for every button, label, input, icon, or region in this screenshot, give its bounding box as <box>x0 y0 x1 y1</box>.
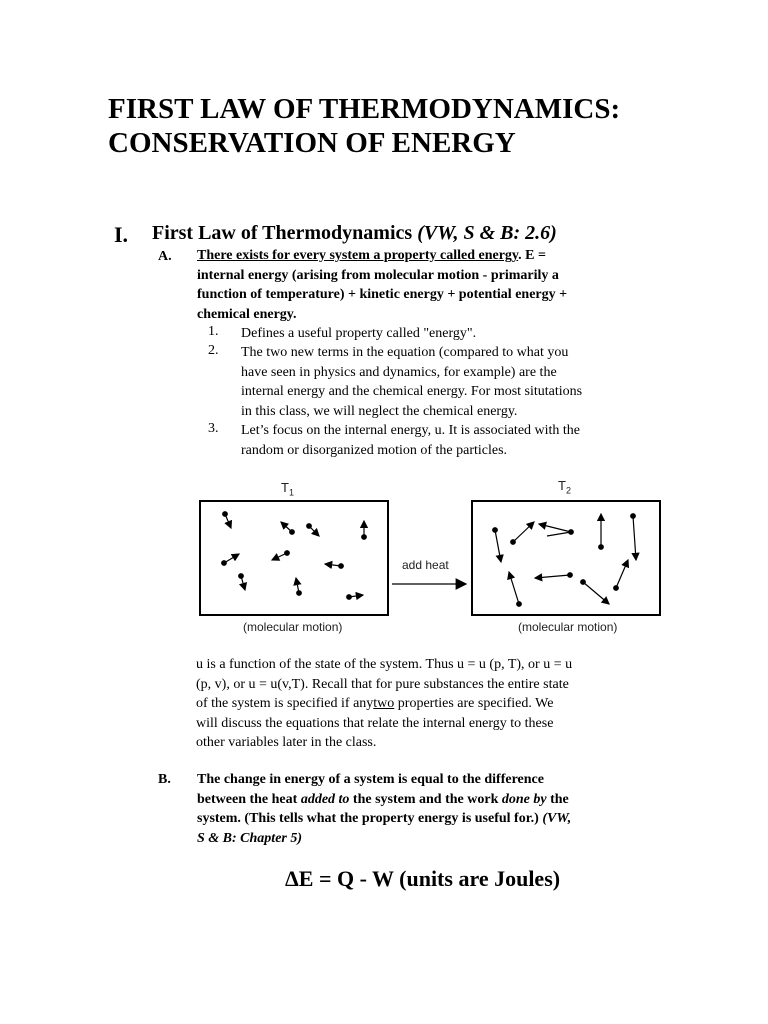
item-b-text: system. (This tells what the property energy is useful for.) <box>197 811 543 826</box>
subitem-2-line: in this class, we will neglect the chemical energy. <box>241 403 518 419</box>
t2-label <box>558 478 571 496</box>
paragraph-text: properties are specified. We <box>394 696 554 711</box>
equation-text: E = Q - W (units are Joules) <box>298 866 561 891</box>
item-b-italic: added to <box>300 791 350 807</box>
subitem-2-number: 2. <box>208 343 219 358</box>
add-heat-label: add heat <box>402 558 449 572</box>
molecules-t2-diagram <box>473 502 659 614</box>
t1-letter: T <box>281 480 289 495</box>
subitem-3-text <box>241 421 580 460</box>
subitem-1-number: 1. <box>208 324 219 339</box>
subitem-3-number: 3. <box>208 421 219 436</box>
molecules-box-t2 <box>471 500 661 616</box>
delta-symbol: Δ <box>285 866 299 891</box>
item-b-line-2 <box>197 790 667 810</box>
item-a-line2: internal energy (arising from molecular motion - primarily a <box>197 267 559 283</box>
paragraph-line: u is a function of the state of the system. Thus u = u (p, T), or u = u <box>196 657 573 672</box>
section-number: I. <box>114 222 129 247</box>
caption-left: (molecular motion) <box>243 620 343 634</box>
item-a-line4: chemical energy. <box>197 306 297 322</box>
item-b-statement <box>197 770 667 848</box>
item-a-statement <box>197 246 667 324</box>
page-title-line-2: CONSERVATION OF ENERGY <box>108 127 516 159</box>
item-b-text: the system and the work <box>349 791 502 807</box>
subitem-1-text <box>241 324 476 344</box>
item-b-line: The change in energy of a system is equal to the difference <box>197 772 544 787</box>
section-heading-text: First Law of Thermodynamics <box>152 222 413 244</box>
item-b-italic: done by <box>501 791 547 807</box>
state-paragraph <box>196 655 666 753</box>
paragraph-line: will discuss the equations that relate the internal energy to these <box>196 715 554 731</box>
subitem-2-line: The two new terms in the equation (compared to what you <box>241 345 569 360</box>
subitem-2-text <box>241 343 582 421</box>
item-b-line-3 <box>197 809 667 829</box>
page-title-line-1: FIRST LAW OF THERMODYNAMICS: <box>108 93 621 125</box>
molecules-t1-diagram <box>201 502 387 614</box>
t1-subscript: 1 <box>288 487 294 498</box>
paragraph-line-3 <box>196 694 666 714</box>
item-a-line1-rest: . E = <box>518 248 546 263</box>
t2-letter: T <box>558 478 566 493</box>
section-reference: (VW, S & B: 2.6) <box>417 222 557 244</box>
add-heat-arrow <box>390 574 470 594</box>
item-b-text: between the heat <box>197 791 301 807</box>
item-a-underlined: There exists for every system a property called energy <box>197 248 519 263</box>
t2-subscript: 2 <box>565 485 571 496</box>
energy-equation <box>285 866 560 892</box>
paragraph-line: (p, v), or u = u(v,T). Recall that for pure substances the entire state <box>196 676 569 692</box>
paragraph-line: other variables later in the class. <box>196 735 377 750</box>
subitem-1-line: Defines a useful property called "energy". <box>241 326 477 341</box>
subitem-3-line: Let’s focus on the internal energy, u. It is associated with the <box>241 423 581 438</box>
t1-label <box>281 480 294 498</box>
subitem-3-line: random or disorganized motion of the particles. <box>241 442 508 458</box>
item-a-label: A. <box>158 249 172 264</box>
section-heading <box>152 222 557 245</box>
molecules-box-t1 <box>199 500 389 616</box>
paragraph-text: of the system is specified if any <box>196 696 374 711</box>
item-b-line-4 <box>197 829 667 849</box>
item-a-line3: function of temperature) + kinetic energy + potential energy + <box>197 287 568 302</box>
item-b-reference: (VW, <box>542 811 572 826</box>
subitem-2-line: internal energy and the chemical energy. For most situtations <box>241 384 583 399</box>
paragraph-underlined: two <box>373 696 395 711</box>
caption-right: (molecular motion) <box>518 620 618 634</box>
subitem-2-line: have seen in physics and dynamics, for example) are the <box>241 364 557 380</box>
item-b-label: B. <box>158 772 171 787</box>
item-b-reference: S & B: Chapter 5) <box>197 830 303 846</box>
item-b-text: the <box>546 791 569 807</box>
